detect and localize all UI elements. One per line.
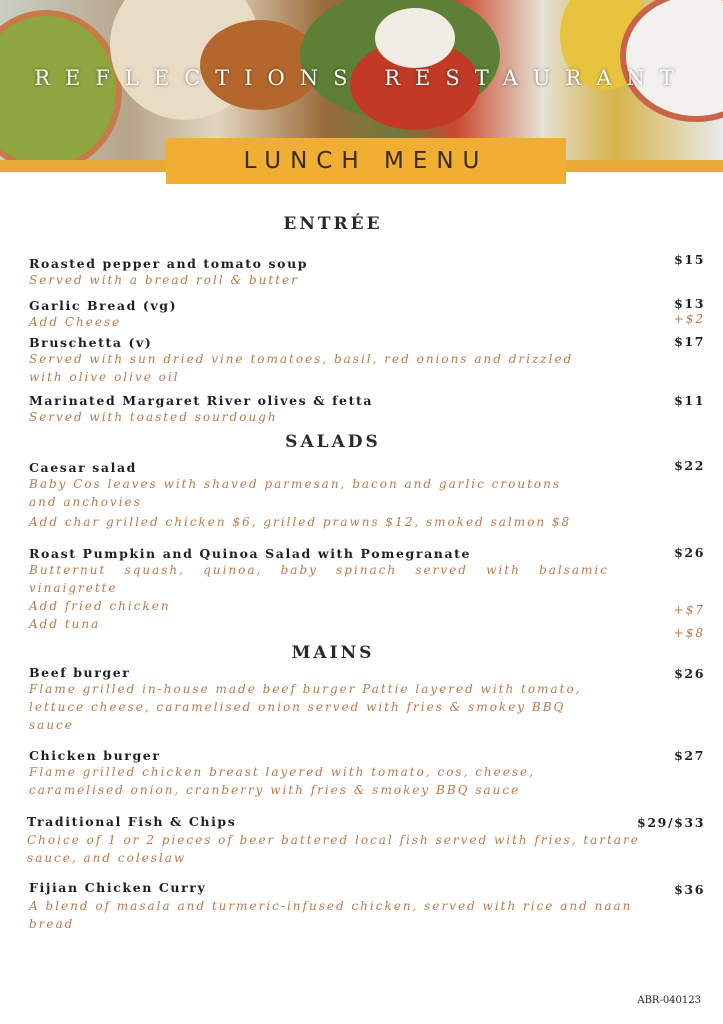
- item-name: Garlic Bread (vg): [29, 298, 178, 313]
- item-description: Baby Cos leaves with shaved parmesan, bacon and garlic croutons and anchovies: [29, 477, 562, 509]
- item-description: Served with toasted sourdough: [29, 410, 278, 424]
- item-name: Roast Pumpkin and Quinoa Salad with Pomegranate: [29, 546, 472, 561]
- menu-item-caesar: [29, 460, 649, 531]
- item-name: Chicken burger: [29, 748, 161, 763]
- section-salads: SALADS: [285, 432, 381, 452]
- item-name: Beef burger: [29, 665, 131, 680]
- item-name: Traditional Fish & Chips: [27, 814, 237, 829]
- menu-title: LUNCH MENU: [166, 138, 566, 184]
- addon-price: +$2: [673, 312, 705, 326]
- menu-item-bruschetta: [29, 335, 649, 386]
- menu-item-garlic-bread: [29, 298, 649, 331]
- item-description: A blend of masala and turmeric-infused chicken, served with rice and naan bread: [29, 899, 633, 931]
- item-description: Flame grilled chicken breast layered with tomato, cos, cheese, caramelised onion, cranberry with fries & smokey BBQ sauce: [29, 765, 535, 797]
- item-price: $13: [674, 296, 705, 311]
- section-mains: MAINS: [291, 643, 375, 663]
- item-description: Add Cheese: [29, 315, 122, 329]
- item-description: Served with sun dried vine tomatoes, basil, red onions and drizzled with olive olive oil: [29, 352, 574, 384]
- item-addon: Add char grilled chicken $6, grilled prawns $12, smoked salmon $8: [29, 515, 572, 529]
- document-code: ABR-040123: [637, 995, 701, 1006]
- sour-cream: [375, 8, 455, 68]
- menu-item-soup: [29, 256, 649, 289]
- item-price: $26: [674, 666, 705, 681]
- menu-item-fish-chips: [27, 814, 647, 867]
- item-description: Flame grilled in-house made beef burger Pattie layered with tomato, lettuce cheese, caramelised onion served with fries & smokey BBQ sauce: [29, 682, 582, 732]
- item-price: $11: [674, 393, 705, 408]
- section-entree: ENTRÉE: [283, 214, 383, 234]
- item-name: Bruschetta (v): [29, 335, 153, 350]
- item-addon: Add fried chicken: [29, 599, 171, 613]
- restaurant-name: REFLECTIONS RESTAURANT: [34, 66, 689, 90]
- item-price: $22: [674, 458, 705, 473]
- item-price: $27: [674, 748, 705, 763]
- item-name: Caesar salad: [29, 460, 137, 475]
- item-description: Butternut squash, quinoa, baby spinach served with balsamic vinaigrette: [29, 563, 609, 595]
- dip-bowl: [620, 0, 723, 122]
- item-price: $29/$33: [637, 815, 705, 830]
- item-name: Fijian Chicken Curry: [29, 880, 207, 895]
- item-price: $36: [674, 882, 705, 897]
- menu-item-fijian-curry: [29, 880, 649, 933]
- item-addon: Add tuna: [29, 617, 101, 631]
- item-price: $26: [674, 545, 705, 560]
- menu-item-beef-burger: [29, 665, 649, 734]
- item-price: $15: [674, 252, 705, 267]
- addon-price: +$7: [673, 603, 705, 617]
- item-name: Roasted pepper and tomato soup: [29, 256, 309, 271]
- item-description: Choice of 1 or 2 pieces of beer battered local fish served with fries, tartare sauce, and coleslaw: [27, 833, 640, 865]
- menu-item-olives: [29, 393, 649, 426]
- menu-item-chicken-burger: [29, 748, 649, 799]
- menu-item-pumpkin: [29, 546, 649, 633]
- item-name: Marinated Margaret River olives & fetta: [29, 393, 374, 408]
- item-price: $17: [674, 334, 705, 349]
- item-description: Served with a bread roll & butter: [29, 273, 299, 287]
- food-photo-banner: [0, 0, 723, 160]
- addon-price: +$8: [673, 626, 705, 640]
